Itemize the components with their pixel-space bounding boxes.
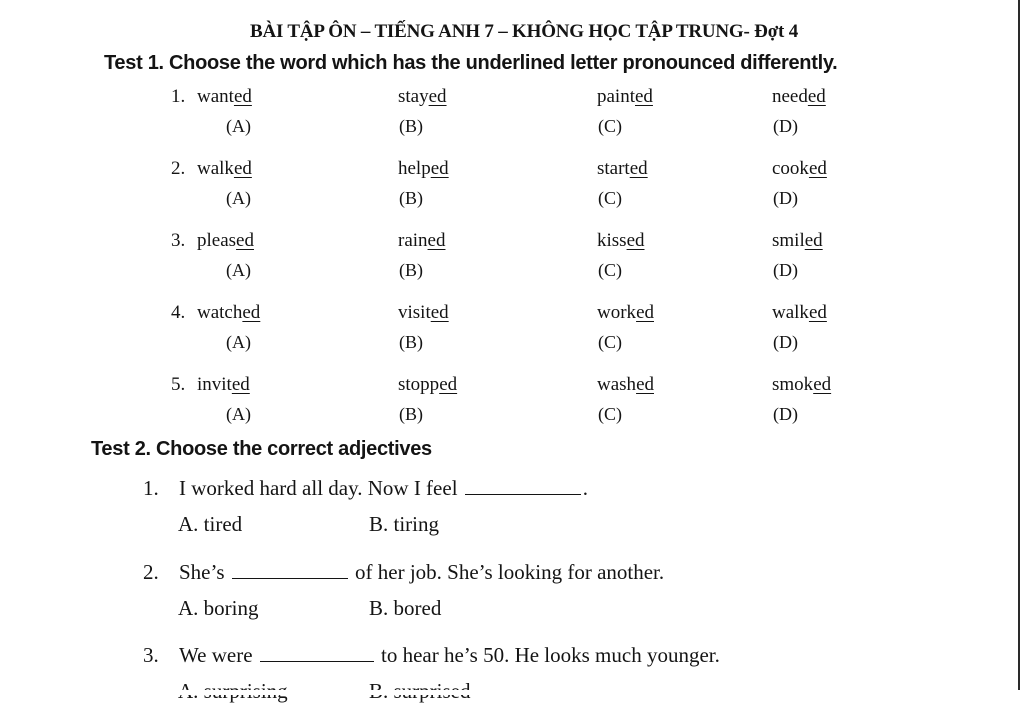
word-stem: rain	[398, 230, 428, 251]
test2-question-text-after: to hear he’s 50. He looks much younger.	[381, 643, 720, 667]
test1-option-letter: (D)	[773, 332, 798, 352]
test1-option-word	[597, 158, 648, 180]
test2-question-number: 1.	[143, 476, 159, 500]
underlined-ending: ed	[430, 302, 449, 323]
test1-option-letter: (B)	[399, 260, 423, 280]
worksheet-title: BÀI TẬP ÔN – TIẾNG ANH 7 – KHÔNG HỌC TẬP TRUNG- Đợt 4	[249, 21, 798, 42]
test1-option-letter: (A)	[226, 188, 251, 208]
test1-option-word	[197, 86, 252, 108]
test1-question-number: 2.	[171, 158, 186, 179]
underlined-ending: ed	[439, 374, 458, 395]
underlined-ending: ed	[635, 86, 653, 107]
test1-option-word	[772, 302, 827, 324]
page-edge-border	[1018, 0, 1020, 695]
test1-option-word	[398, 230, 445, 252]
test1-option-letter: (A)	[226, 404, 251, 424]
word-stem: wash	[597, 374, 637, 395]
underlined-ending: ed	[427, 230, 446, 251]
word-stem: paint	[597, 86, 635, 107]
test1-option-letter: (D)	[773, 404, 798, 424]
test1-option-letter: (B)	[399, 116, 423, 136]
underlined-ending: ed	[242, 302, 261, 323]
test2-question-text-before: She’s	[179, 560, 225, 584]
test1-option-letter: (A)	[226, 260, 251, 280]
word-stem: walk	[197, 158, 234, 179]
test2-question-number: 2.	[143, 560, 159, 584]
underlined-ending: ed	[804, 230, 823, 251]
test1-option-word	[197, 302, 260, 324]
word-stem: cook	[772, 158, 809, 179]
word-stem: want	[197, 86, 234, 107]
word-stem: stopp	[398, 374, 440, 395]
underlined-ending: ed	[233, 158, 252, 179]
test1-option-word	[597, 302, 654, 324]
test1-option-letter: (D)	[773, 188, 798, 208]
test2-question-text-before: I worked hard all day. Now I feel	[179, 476, 458, 500]
test1-option-letter: (C)	[598, 188, 622, 208]
test1-option-word	[197, 374, 250, 396]
test2-option-a: A. boring	[178, 596, 259, 620]
test1-question-number: 4.	[171, 302, 186, 323]
underlined-ending: ed	[808, 302, 827, 323]
word-stem: need	[772, 86, 808, 107]
answer-blank	[232, 560, 348, 579]
test1-question-number: 1.	[171, 86, 186, 107]
underlined-ending: ed	[231, 374, 250, 395]
underlined-ending: ed	[233, 86, 252, 107]
test2-question-line	[143, 643, 720, 668]
underlined-ending: ed	[636, 302, 654, 323]
test1-option-letter: (C)	[598, 260, 622, 280]
test2-question-line	[143, 476, 588, 501]
test1-option-word	[597, 86, 653, 108]
underlined-ending: ed	[813, 374, 832, 395]
test2-option-b: B. bored	[369, 596, 442, 620]
underlined-ending: ed	[428, 86, 447, 107]
answer-blank	[465, 476, 581, 495]
word-stem: help	[398, 158, 431, 179]
test2-question-text-after: of her job. She’s looking for another.	[355, 560, 665, 584]
test1-option-word	[398, 374, 457, 396]
underlined-ending: ed	[629, 158, 648, 179]
test1-option-word	[597, 230, 645, 252]
underlined-ending: ed	[636, 374, 654, 395]
test1-option-word	[772, 230, 823, 252]
test2-question-text-before: We were	[179, 643, 253, 667]
word-stem: pleas	[197, 230, 237, 251]
word-stem: smil	[772, 230, 805, 251]
test1-question-number: 3.	[171, 230, 186, 251]
word-stem: watch	[197, 302, 243, 323]
test1-option-word	[772, 86, 826, 108]
test1-option-letter: (B)	[399, 188, 423, 208]
underlined-ending: ed	[626, 230, 645, 251]
word-stem: smok	[772, 374, 814, 395]
answer-blank	[260, 643, 374, 662]
test1-option-letter: (D)	[773, 260, 798, 280]
word-stem: visit	[398, 302, 431, 323]
test1-option-word	[197, 158, 252, 180]
test1-option-letter: (D)	[773, 116, 798, 136]
word-stem: walk	[772, 302, 809, 323]
underlined-ending: ed	[430, 158, 449, 179]
page-crop-edge	[0, 690, 1024, 695]
test1-option-letter: (C)	[598, 116, 622, 136]
underlined-ending: ed	[236, 230, 254, 251]
test1-option-letter: (A)	[226, 332, 251, 352]
test1-option-letter: (C)	[598, 404, 622, 424]
test2-question-text-after: .	[582, 476, 589, 500]
test1-option-letter: (B)	[399, 404, 423, 424]
test1-option-letter: (A)	[226, 116, 251, 136]
test2-question-number: 3.	[143, 643, 159, 667]
test1-option-word	[597, 374, 654, 396]
word-stem: work	[597, 302, 637, 323]
test1-option-letter: (B)	[399, 332, 423, 352]
test1-option-word	[772, 374, 831, 396]
test1-option-word	[197, 230, 254, 252]
test2-option-b: B. tiring	[369, 512, 440, 536]
test1-option-word	[398, 158, 449, 180]
word-stem: invit	[197, 374, 232, 395]
test1-option-letter: (C)	[598, 332, 622, 352]
word-stem: stay	[398, 86, 429, 107]
test1-option-word	[398, 302, 449, 324]
underlined-ending: ed	[808, 158, 827, 179]
test2-heading: Test 2. Choose the correct adjectives	[91, 438, 432, 460]
test1-option-word	[398, 86, 447, 108]
word-stem: kiss	[597, 230, 627, 251]
underlined-ending: ed	[807, 86, 826, 107]
test2-option-a: A. tired	[178, 512, 243, 536]
test2-question-line	[143, 560, 664, 585]
word-stem: start	[597, 158, 630, 179]
test1-heading: Test 1. Choose the word which has the underlined letter pronounced differently.	[104, 52, 838, 74]
test1-option-word	[772, 158, 827, 180]
test1-question-number: 5.	[171, 374, 186, 395]
